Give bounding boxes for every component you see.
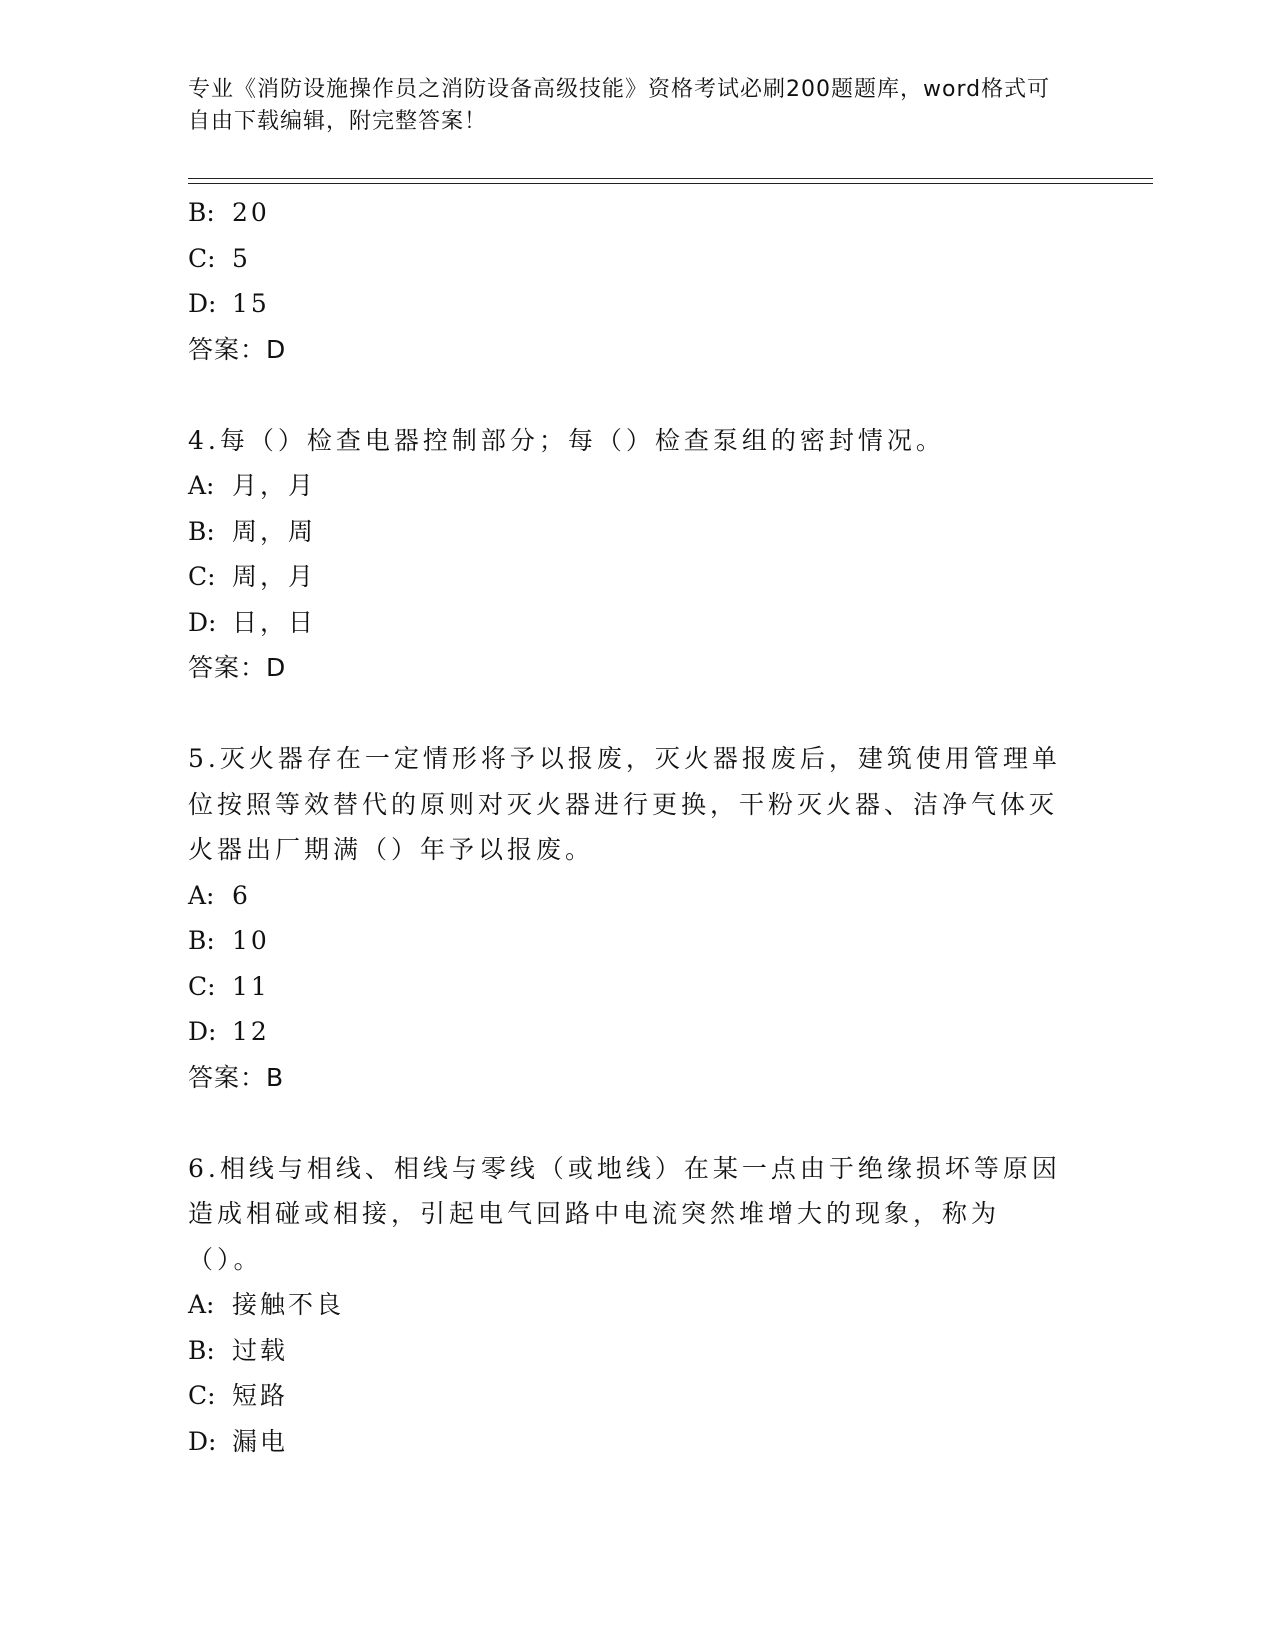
question-4 — [188, 418, 1068, 691]
option-text: 月，月 — [232, 471, 317, 500]
option-d — [188, 600, 1068, 646]
option-label: C: — [188, 971, 216, 1001]
answer-line: 答案：D — [188, 653, 287, 682]
question-5 — [188, 736, 1068, 1100]
option-text: 周，月 — [232, 562, 317, 591]
option-text: 5 — [232, 243, 251, 273]
answer-line: 答案：B — [188, 1062, 285, 1092]
option-label: D: — [188, 1017, 217, 1046]
question-3 — [188, 190, 1068, 372]
option-text: 12 — [232, 1017, 270, 1046]
answer-line: 答案：D — [188, 334, 287, 364]
option-a — [188, 1282, 1068, 1328]
option-d — [188, 281, 1068, 327]
option-label: D: — [188, 289, 217, 318]
option-c — [188, 964, 1068, 1010]
option-text: 漏电 — [232, 1426, 289, 1456]
option-label: D: — [188, 607, 217, 637]
option-text: 周，周 — [232, 516, 317, 546]
option-label: C: — [188, 1381, 216, 1410]
option-a — [188, 463, 1068, 509]
option-text: 过载 — [232, 1335, 289, 1365]
question-list — [188, 190, 1068, 1464]
option-text: 日，日 — [232, 607, 317, 637]
document-header: 专业《消防设施操作员之消防设备高级技能》资格考试必刷200题题库，word格式可自由下载编辑，附完整答案！ — [188, 77, 1051, 134]
question-text: 5.灭火器存在一定情形将予以报废，灭火器报废后，建筑使用管理单位按照等效替代的原则对灭火器进行更换，干粉灭火器、洁净气体灭火器出厂期满（）年予以报废。 — [188, 744, 1061, 864]
spacer — [188, 691, 1068, 737]
option-label: A: — [188, 1290, 215, 1319]
option-text: 15 — [232, 289, 270, 318]
option-label: B: — [188, 198, 215, 227]
question-6 — [188, 1146, 1068, 1465]
option-label: A: — [188, 471, 215, 500]
header-divider-bottom — [188, 183, 1153, 184]
option-label: C: — [188, 243, 216, 273]
option-b — [188, 509, 1068, 555]
option-c — [188, 554, 1068, 600]
question-text: 6.相线与相线、相线与零线（或地线）在某一点由于绝缘损坏等原因造成相碰或相接，引起电气回路中电流突然堆增大的现象，称为（）。 — [188, 1153, 1061, 1274]
question-text: 4.每（）检查电器控制部分；每（）检查泵组的密封情况。 — [188, 425, 945, 455]
option-label: A: — [188, 880, 215, 910]
option-label: B: — [188, 516, 215, 546]
option-label: B: — [188, 926, 215, 955]
spacer — [188, 1100, 1068, 1146]
option-text: 6 — [232, 880, 251, 910]
option-text: 11 — [232, 971, 270, 1001]
option-text: 短路 — [232, 1381, 289, 1410]
option-label: D: — [188, 1426, 217, 1456]
option-c — [188, 236, 1068, 282]
spacer — [188, 372, 1068, 418]
option-text: 20 — [232, 198, 270, 227]
option-d — [188, 1419, 1068, 1465]
option-label: B: — [188, 1335, 215, 1365]
option-text: 接触不良 — [232, 1290, 345, 1319]
option-b — [188, 1328, 1068, 1374]
option-c — [188, 1373, 1068, 1419]
option-b — [188, 190, 1068, 236]
option-text: 10 — [232, 926, 270, 955]
option-b — [188, 918, 1068, 964]
option-label: C: — [188, 562, 216, 591]
option-d — [188, 1009, 1068, 1055]
header-divider-top — [188, 178, 1153, 179]
option-a — [188, 873, 1068, 919]
